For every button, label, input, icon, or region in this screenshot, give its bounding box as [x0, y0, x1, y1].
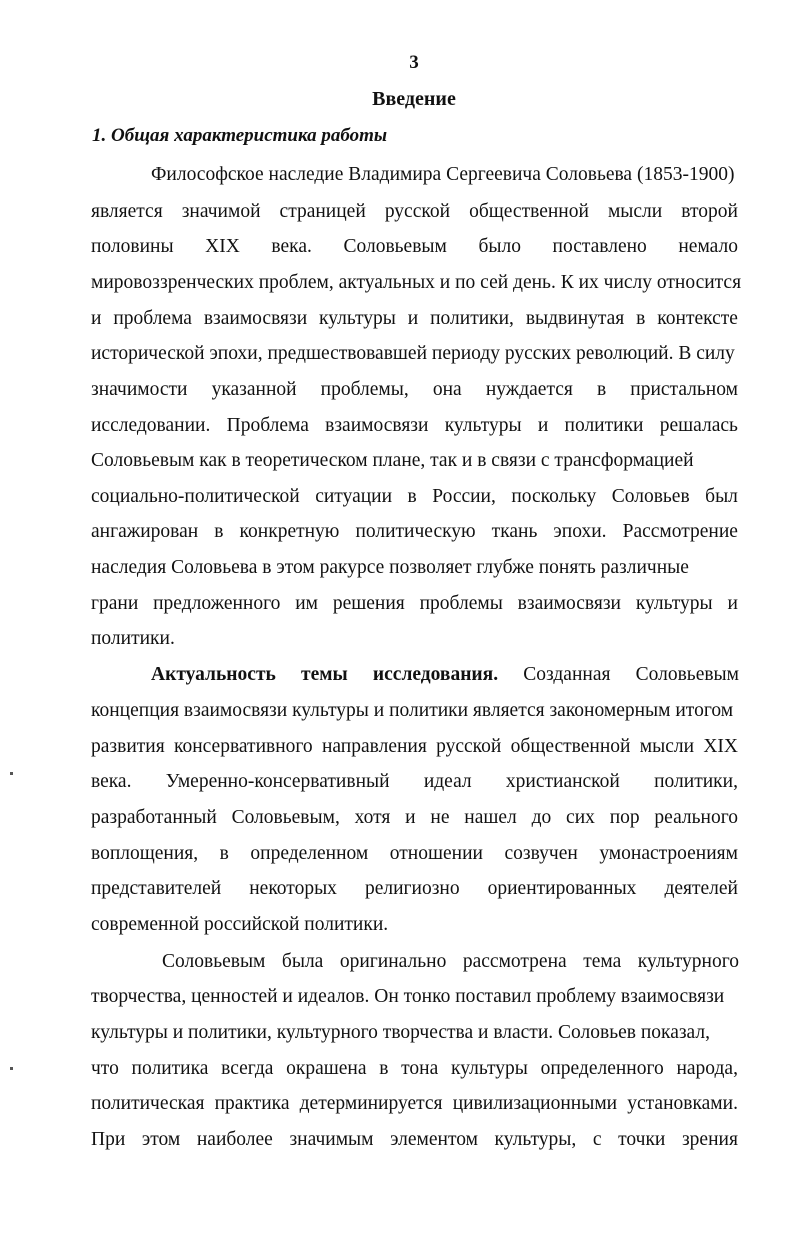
word: что [91, 1058, 119, 1079]
word: Рассмотрение [622, 521, 738, 542]
word: наиболее [196, 1129, 273, 1150]
word: представителей [91, 878, 222, 899]
word: сих [566, 807, 595, 828]
word: культурного [637, 951, 739, 972]
word: нуждается [485, 379, 573, 400]
scan-speck [10, 772, 13, 775]
word: является [91, 201, 163, 222]
word: зрения [681, 1129, 738, 1150]
word: им [295, 593, 319, 614]
word: и [407, 308, 419, 329]
word: в [407, 486, 417, 507]
word: Проблема [226, 415, 309, 436]
word: указанной [211, 379, 297, 400]
word: культуры [451, 1058, 528, 1079]
word: развития [91, 736, 165, 757]
p2-line-1 [151, 663, 739, 687]
word: выдвинутая [525, 308, 625, 329]
word: значимой [181, 201, 261, 222]
word: и [727, 593, 738, 614]
word: русской [384, 201, 451, 222]
word: рассмотрена [462, 951, 567, 972]
word: в [596, 379, 607, 400]
p2-line-4 [91, 770, 738, 794]
p2-line-6 [91, 842, 738, 866]
p2-line-7 [91, 877, 738, 901]
word: Созданная [523, 664, 611, 685]
word: века. [271, 236, 312, 257]
word: в [214, 521, 224, 542]
word: ангажирован [91, 521, 199, 542]
word: некоторых [249, 878, 337, 899]
word: хотя [354, 807, 391, 828]
word: значимым [289, 1129, 374, 1150]
keyword-topic: темы [301, 664, 348, 685]
word: и [405, 807, 416, 828]
p1-line-5 [91, 307, 738, 331]
word: и [91, 308, 102, 329]
p1-line-11 [91, 520, 738, 544]
word: культуры [444, 415, 522, 436]
word: и [537, 415, 549, 436]
word: грани [91, 593, 139, 614]
word: исследовании. [91, 415, 211, 436]
p2-line-2: концепция взаимосвязи культуры и политики является закономерным итогом [91, 700, 734, 721]
word: взаимосвязи [203, 308, 308, 329]
word: она [432, 379, 462, 400]
word: эпохи. [553, 521, 607, 542]
word: политическую [355, 521, 476, 542]
word: созвучен [504, 843, 578, 864]
word: решения [332, 593, 405, 614]
p1-line-6: исторической эпохи, предшествовавшей периоду русских революций. В силу [91, 343, 735, 364]
p1-line-14: политики. [91, 628, 175, 649]
word: с [592, 1129, 602, 1150]
word: была [281, 951, 324, 972]
word: политики, [654, 771, 738, 792]
p1-line-4: мировоззренческих проблем, актуальных и по сей день. К их числу относится [91, 272, 742, 293]
word: решалась [659, 415, 738, 436]
word: практика [214, 1093, 290, 1114]
word: немало [678, 236, 738, 257]
word: отношении [389, 843, 483, 864]
word: цивилизационными [452, 1093, 618, 1114]
word: детерминируется [299, 1093, 443, 1114]
word: второй [681, 201, 738, 222]
word: XIX [205, 236, 240, 257]
p3-line-4 [91, 1057, 738, 1081]
word: политическая [91, 1093, 205, 1114]
word: тема [583, 951, 622, 972]
word: контексте [657, 308, 738, 329]
word: XIX [703, 736, 738, 757]
word: народа, [676, 1058, 738, 1079]
word: был [705, 486, 738, 507]
word: культуры, [494, 1129, 577, 1150]
word: религиозно [364, 878, 460, 899]
word: Умеренно-консервативный [165, 771, 390, 792]
p1-line-9: Соловьевым как в теоретическом плане, так и в связи с трансформацией [91, 450, 694, 471]
word: было [478, 236, 521, 257]
word: в [636, 308, 646, 329]
word: взаимосвязи [325, 415, 429, 436]
keyword-research: исследования. [372, 664, 499, 685]
word: социально-политической [91, 486, 300, 507]
p1-line-1: Философское наследие Владимира Сергеевича Соловьева (1853-1900) [151, 164, 735, 185]
p3-line-6 [91, 1128, 738, 1152]
p1-line-3 [91, 235, 738, 259]
word: пристальном [630, 379, 738, 400]
p3-line-3: культуры и политики, культурного творчества и власти. Соловьев показал, [91, 1022, 710, 1043]
word: проблемы, [320, 379, 409, 400]
word: культуры [635, 593, 713, 614]
word: проблемы [419, 593, 503, 614]
word: культуры [319, 308, 396, 329]
p2-line-3 [91, 735, 738, 759]
word: политика [131, 1058, 209, 1079]
word: всегда [221, 1058, 274, 1079]
word: Соловьевым [635, 664, 739, 685]
word: общественной [510, 736, 631, 757]
word: страницей [279, 201, 366, 222]
p3-line-5 [91, 1092, 738, 1116]
word: окрашена [286, 1058, 367, 1079]
word: умонастроениям [599, 843, 738, 864]
word: направления [321, 736, 427, 757]
word: ткань [491, 521, 538, 542]
word: мысли [607, 201, 663, 222]
word: Соловьевым [343, 236, 447, 257]
word: конкретную [239, 521, 340, 542]
word: поставлено [552, 236, 647, 257]
p1-line-2 [91, 200, 738, 224]
word: определенном [250, 843, 369, 864]
word: Соловьев [611, 486, 690, 507]
section-title: 1. Общая характеристика работы [92, 125, 388, 146]
word: консервативного [173, 736, 313, 757]
word: ситуации [315, 486, 393, 507]
word: в [379, 1058, 389, 1079]
p1-line-7 [91, 378, 738, 402]
word: оригинально [339, 951, 447, 972]
word: века. [91, 771, 132, 792]
p3-line-2: творчества, ценностей и идеалов. Он тонко поставил проблему взаимосвязи [91, 986, 725, 1007]
word: половины [91, 236, 174, 257]
word: разработанный [91, 807, 217, 828]
p1-line-10 [91, 485, 738, 509]
word: определенного [540, 1058, 664, 1079]
word: русской [436, 736, 502, 757]
word: христианской [505, 771, 620, 792]
word: пор [609, 807, 640, 828]
word: взаимосвязи [517, 593, 621, 614]
word: ориентированных [487, 878, 637, 899]
word: в [219, 843, 229, 864]
word: идеал [423, 771, 472, 792]
word: не [430, 807, 450, 828]
p1-line-12: наследия Соловьева в этом ракурсе позволяет глубже понять различные [91, 557, 689, 578]
p2-line-5 [91, 806, 738, 830]
word: России, [432, 486, 496, 507]
word: поскольку [511, 486, 597, 507]
word: При [91, 1129, 126, 1150]
word: воплощения, [91, 843, 199, 864]
keyword-actuality: Актуальность [151, 664, 276, 685]
p3-line-1 [162, 950, 739, 974]
p2-line-8: современной российской политики. [91, 914, 389, 935]
word: Соловьевым, [231, 807, 340, 828]
word: тона [401, 1058, 439, 1079]
word: нашел [464, 807, 517, 828]
page-title: Введение [372, 88, 456, 110]
word: этом [141, 1129, 181, 1150]
word: проблема [113, 308, 192, 329]
word: Соловьевым [162, 951, 266, 972]
word: значимости [91, 379, 188, 400]
p1-line-8 [91, 414, 738, 438]
word: реального [654, 807, 738, 828]
p1-line-13 [91, 592, 738, 616]
word: политики [564, 415, 644, 436]
word: точки [618, 1129, 666, 1150]
word: предложенного [153, 593, 281, 614]
word: деятелей [664, 878, 738, 899]
scan-speck [10, 1067, 13, 1070]
word: политики, [430, 308, 514, 329]
page-number: 3 [409, 52, 419, 73]
word: до [531, 807, 552, 828]
word: установками. [627, 1093, 738, 1114]
word: мысли [639, 736, 695, 757]
word: общественной [469, 201, 589, 222]
word: элементом [390, 1129, 478, 1150]
